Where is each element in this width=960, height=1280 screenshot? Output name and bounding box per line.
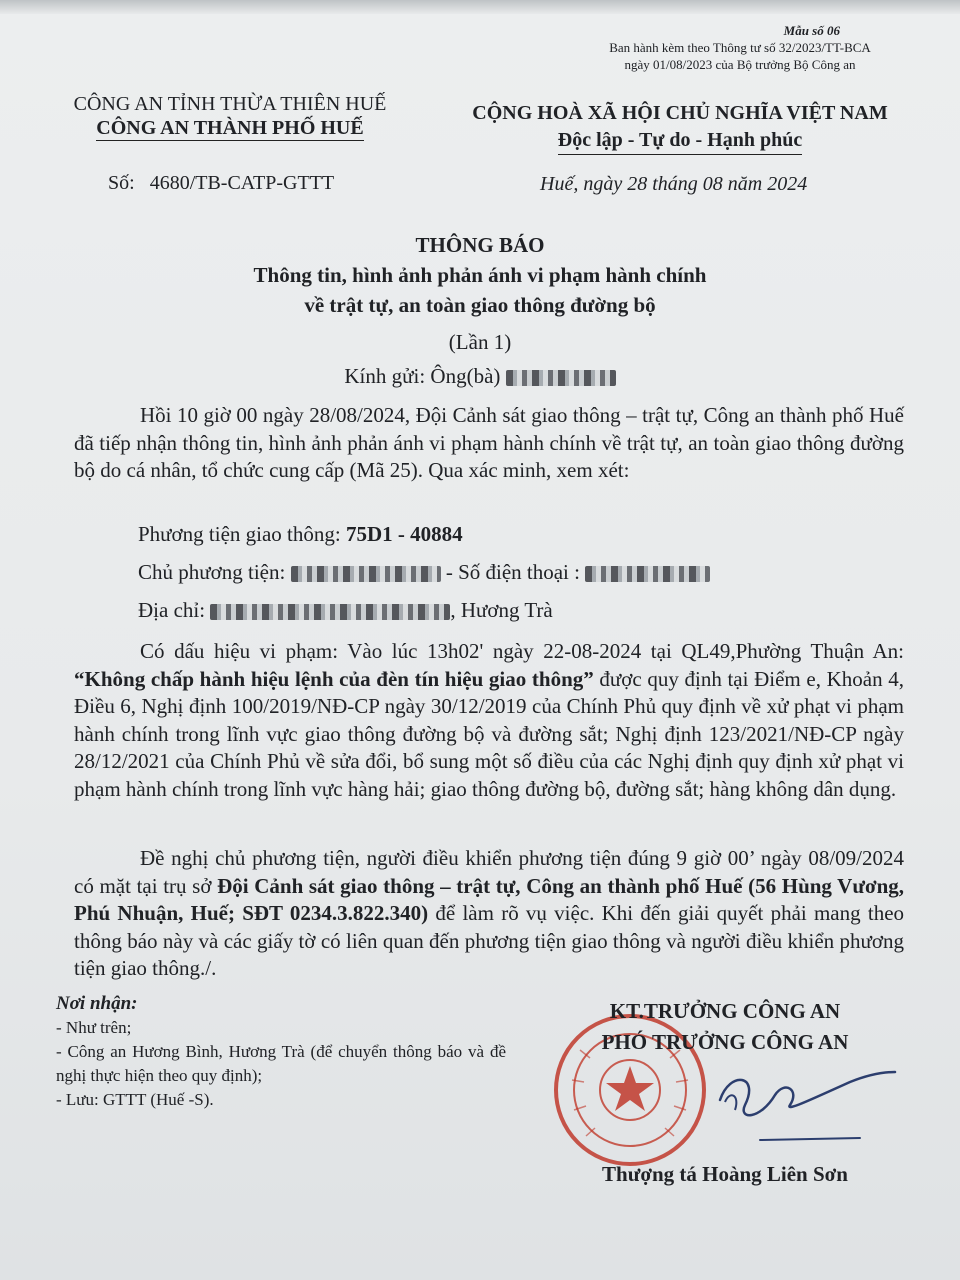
violation-intro: Có dấu hiệu vi phạm: Vào lúc 13h02' ngày 22-08-2024 tại QL49,Phường Thuận An: (140, 639, 904, 663)
form-issued-line1: Ban hành kèm theo Thông tư số 32/2023/TT-BCA (609, 40, 871, 55)
title-sub1: Thông tin, hình ảnh phản ánh vi phạm hành chính (253, 263, 707, 287)
recipient-item: - Lưu: GTTT (Huế -S). (56, 1090, 214, 1109)
vehicle-label: Phương tiện giao thông: (138, 522, 341, 546)
agency-name: CÔNG AN THÀNH PHỐ HUẾ (96, 117, 364, 139)
handwritten-signature-icon (700, 1050, 900, 1160)
national-header (440, 100, 920, 155)
paragraph-request (74, 845, 904, 983)
address-tail: , Hương Trà (450, 598, 553, 622)
paragraph-violation (74, 638, 904, 803)
form-number: Mẫu số 06 (783, 23, 840, 38)
recipient-item: - Như trên; (56, 1018, 132, 1037)
document-number-value: 4680/TB-CATP-GTTT (149, 172, 335, 194)
nation-motto: Độc lập - Tự do - Hạnh phúc (558, 127, 802, 155)
redacted-name (506, 370, 616, 386)
title-sub2: về trật tự, an toàn giao thông đường bộ (304, 293, 656, 317)
redacted-address (210, 604, 450, 620)
recipient-line (0, 364, 960, 389)
signature-title (560, 996, 890, 1058)
violation-legal-basis: được quy định tại Điểm e, Khoản 4, Điều 6, Nghị định 100/2019/NĐ-CP ngày 30/12/2019 của Chính Phủ quy định về xử phạt vi phạm hành chính trong lĩnh vực giao thông đường bộ và đường sắt; Nghị định 123/2021/NĐ-CP ngày 28/12/2021 của Chính Phủ về sửa đổi, bổ sung một số điều của các Nghị định quy định xử phạt vi phạm hành chính trong lĩnh vực hàng hải; giao thông đường bộ, đường sắt; hàng không dân dụng. (74, 666, 904, 801)
request-instructions: để làm rõ vụ việc. Khi đến giải quyết phải mang theo thông báo này và các giấy tờ có liên quan đến phương tiện giao thông và người điều khiển phương tiện giao thông./. (74, 901, 905, 980)
document-title (0, 230, 960, 320)
recipients-heading: Nơi nhận: (56, 993, 138, 1014)
recipient-label: Kính gửi: Ông(bà) (344, 364, 501, 388)
address-line (138, 598, 553, 623)
agency-parent: CÔNG AN TỈNH THỪA THIÊN HUẾ (73, 93, 387, 115)
form-reference (580, 22, 900, 73)
place-date: Huế, ngày 28 tháng 08 năm 2024 (540, 173, 808, 195)
recipient-item: - Công an Hương Bình, Hương Trà (để chuyển thông báo và đề nghị thực hiện theo quy định); (56, 1042, 506, 1085)
document-number-label: Số: (108, 172, 135, 194)
violation-description: “Không chấp hành hiệu lệnh của đèn tín hiệu giao thông” (74, 666, 594, 691)
signer-name: Thượng tá Hoàng Liên Sơn (602, 1162, 848, 1186)
office-address: Đội Cảnh sát giao thông – trật tự, Công an thành phố Huế (56 Hùng Vương, Phú Nhuận, Huế; SĐT 0234.3.822.340) (74, 873, 905, 925)
owner-label: Chủ phương tiện: (138, 560, 286, 584)
phone-label: - Số điện thoại : (445, 560, 580, 584)
issuing-agency (40, 92, 420, 141)
address-label: Địa chỉ: (138, 598, 206, 622)
request-intro: Đề nghị chủ phương tiện, người điều khiển phương tiện đúng 9 giờ 00’ ngày 08/09/2024 có mặt tại trụ sở (74, 846, 904, 898)
signature-line1: KT.TRƯỞNG CÔNG AN (609, 999, 841, 1023)
notice-round: (Lần 1) (448, 330, 512, 354)
vehicle-line (138, 522, 463, 547)
paragraph-intro: Hồi 10 giờ 00 ngày 28/08/2024, Đội Cảnh sát giao thông – trật tự, Công an thành phố Huế đã tiếp nhận thông tin, hình ảnh phản ánh vi phạm hành chính về trật tự, an toàn giao thông đường bộ do cá nhân, tổ chức cung cấp (Mã 25). Qua xác minh, xem xét: (74, 403, 904, 482)
signature-line2: PHÓ TRƯỞNG CÔNG AN (601, 1030, 849, 1054)
owner-line (138, 560, 710, 585)
title-main: THÔNG BÁO (415, 233, 545, 257)
document-number (108, 172, 334, 195)
form-issued-line2: ngày 01/08/2023 của Bộ trưởng Bộ Công an (624, 57, 856, 72)
page-edge-shadow (0, 0, 960, 14)
recipients-block (56, 992, 506, 1112)
nation-name: CỘNG HOÀ XÃ HỘI CHỦ NGHĨA VIỆT NAM (472, 102, 888, 124)
redacted-phone (585, 566, 710, 582)
vehicle-plate: 75D1 - 40884 (345, 522, 463, 546)
redacted-owner (291, 566, 441, 582)
